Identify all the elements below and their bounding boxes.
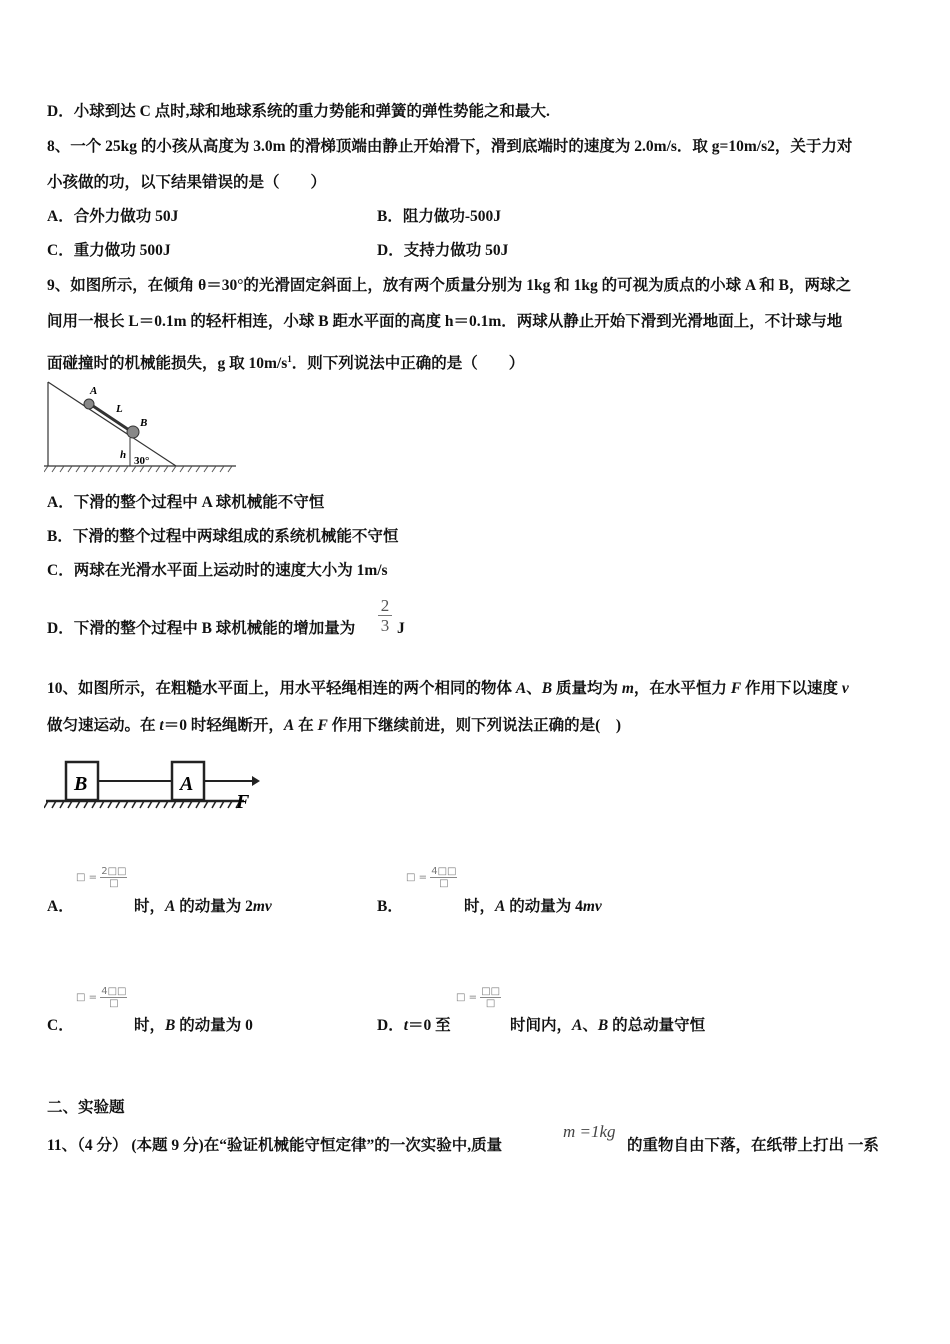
q8-stem-line2: 小孩做的功，以下结果错误的是（ ） <box>47 174 327 191</box>
q10-option-d-formula: □ = □□ □ <box>456 986 501 1009</box>
blocks-figure <box>44 746 264 812</box>
q10-stem-line2: 做匀速运动。在 t＝0 时轻绳断开，A 在 F 作用下继续前进，则下列说法正确的是( ) <box>47 717 621 734</box>
label-b: B <box>140 417 148 429</box>
q8-option-c: C．重力做功 500J <box>47 242 171 259</box>
q9-line3-end: ．则下列说法中正确的是（ ） <box>291 355 525 373</box>
q9-line3-text: 面碰撞时的机械能损失，g 取 10m/s <box>47 355 288 373</box>
q10-option-b-letter: B． <box>377 898 403 915</box>
q8-option-b: B．阻力做功-500J <box>377 208 502 225</box>
q9-option-b: B．下滑的整个过程中两球组成的系统机械能不守恒 <box>47 528 399 545</box>
q7-option-d: D．小球到达 C 点时,球和地球系统的重力势能和弹簧的弹性势能之和最大. <box>47 103 550 120</box>
q9-option-d: D．下滑的整个过程中 B 球机械能的增加量为 <box>47 620 356 637</box>
fraction-denominator: 3 <box>380 616 390 635</box>
fraction-numerator: 2 <box>378 596 392 616</box>
label-l: L <box>116 403 123 415</box>
q10-option-c-letter: C． <box>47 1017 74 1034</box>
q10-stem-line1: 10、如图所示，在粗糙水平面上，用水平轻绳相连的两个相同的物体 A、B 质量均为 m，在水平恒力 F 作用下以速度 v <box>47 680 849 697</box>
q9-option-a: A．下滑的整个过程中 A 球机械能不守恒 <box>47 494 325 511</box>
q11-mass-formula: m =1kg <box>563 1122 616 1141</box>
q9-stem-line3 <box>47 349 524 374</box>
q10-option-c-text: 时，B 的动量为 0 <box>134 1017 253 1034</box>
q9-fraction <box>378 596 392 635</box>
q11-stem-start: 11、（4 分） (本题 9 分)在“验证机械能守恒定律”的一次实验中,质量 <box>47 1137 503 1154</box>
q9-stem-line2: 间用一根长 L＝0.1m 的轻杆相连，小球 B 距水平面的高度 h＝0.1m．两球从静止开始下滑到光滑地面上，不计球与地 <box>47 313 843 330</box>
q9-stem-line1: 9、如图所示，在倾角 θ＝30°的光滑固定斜面上，放有两个质量分别为 1kg 和 1kg 的可视为质点的小球 A 和 B，两球之 <box>47 277 851 294</box>
q11-stem-end: 的重物自由下落，在纸带上打出 一系 <box>627 1137 879 1154</box>
label-h: h <box>120 449 127 461</box>
q10-option-d-text: 时间内，A、B 的总动量守恒 <box>510 1017 706 1034</box>
q10-option-a-formula: □ = 2□□ □ <box>76 866 127 889</box>
q8-option-a: A．合外力做功 50J <box>47 208 179 225</box>
q9-superscript: 1 <box>287 354 292 364</box>
q10-option-b-formula: □ = 4□□ □ <box>406 866 457 889</box>
label-a: A <box>90 385 98 397</box>
q9-option-c: C．两球在光滑水平面上运动时的速度大小为 1m/s <box>47 562 388 579</box>
q9-option-d-unit: J <box>397 620 405 637</box>
q10-option-c-formula: □ = 4□□ □ <box>76 986 127 1009</box>
q8-stem-line1: 8、一个 25kg 的小孩从高度为 3.0m 的滑梯顶端由静止开始滑下，滑到底端时的速度为 2.0m/s．取 g=10m/s2，关于力对 <box>47 138 853 155</box>
q10-option-a-letter: A． <box>47 898 74 915</box>
force-label: F <box>236 791 250 812</box>
section-title: 二、实验题 <box>47 1099 125 1116</box>
block-a-label: A <box>180 773 194 795</box>
q10-option-d-prefix: D．t＝0 至 <box>377 1017 451 1034</box>
q8-option-d: D．支持力做功 50J <box>377 242 509 259</box>
incline-figure <box>44 380 240 478</box>
label-angle: 30° <box>134 455 150 467</box>
q10-option-b-text: 时，A 的动量为 4mv <box>464 898 602 915</box>
block-b-label: B <box>74 773 88 795</box>
q10-option-a-text: 时，A 的动量为 2mv <box>134 898 272 915</box>
